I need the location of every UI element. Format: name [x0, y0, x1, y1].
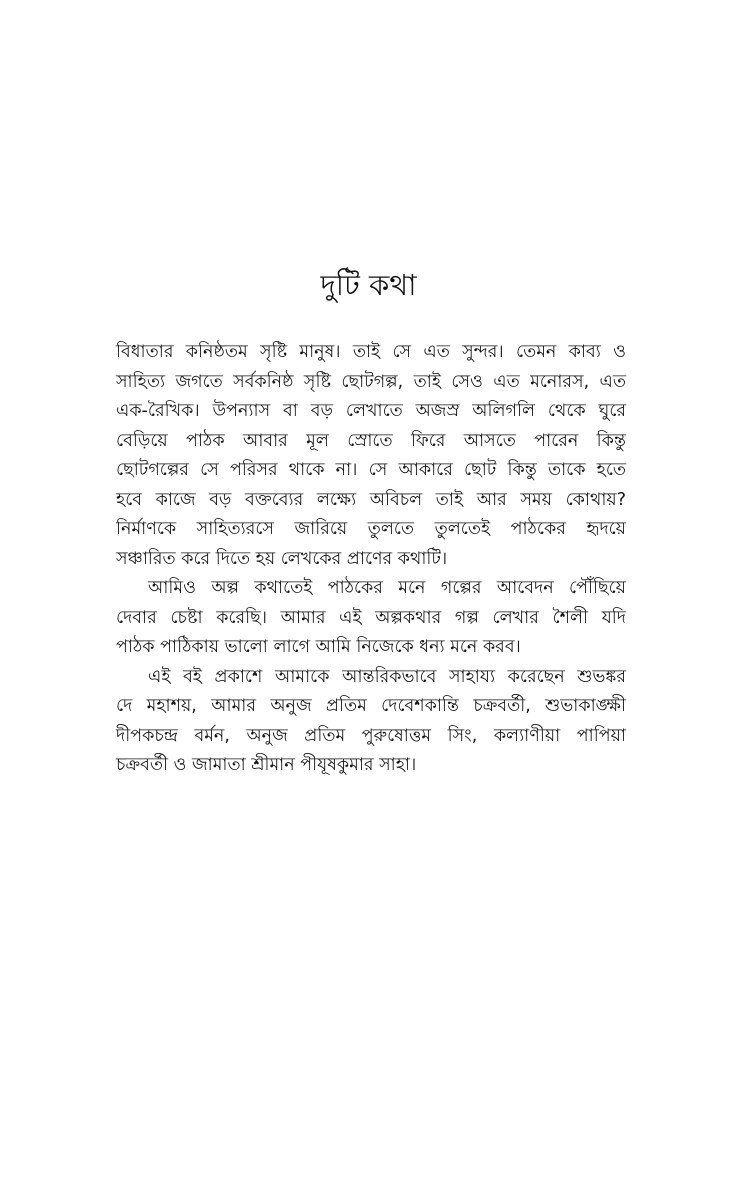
paragraph-1 [116, 338, 626, 574]
text-line: বেড়িয়ে পাঠক আবার মূল স্রোতে ফিরে আসতে পারেন কিন্তু [116, 430, 626, 451]
text-line: এই বই প্রকাশে আমাকে আন্তরিকভাবে সাহায্য করেছেন শুভঙ্কর [148, 666, 626, 687]
text-line: দীপকচন্দ্র বর্মন, অনুজ প্রতিম পুরুষোত্তম সিং, কল্যাণীয়া পাপিয়া [116, 725, 626, 746]
paragraph-3 [116, 663, 626, 781]
paragraph-2 [116, 574, 626, 663]
text-line: হবে কাজে বড় বক্তব্যের লক্ষ্যে অবিচল তাই আর সময় কোথায়? [116, 489, 626, 510]
text-line: চক্রবর্তী ও জামাতা শ্রীমান পীযূষকুমার সাহা। [116, 755, 417, 775]
text-line: সাহিত্য জগতে সর্বকনিষ্ঠ সৃষ্টি ছোটগল্প, তাই সেও এত মনোরস, এত [116, 371, 626, 392]
text-line: দেবার চেষ্টা করেছি। আমার এই অল্পকথার গল্প লেখার শৈলী যদি [116, 607, 626, 628]
page-title: দুটি কথা [320, 268, 417, 302]
text-line: পাঠক পাঠিকায় ভালো লাগে আমি নিজেকে ধন্য মনে করব। [116, 637, 521, 657]
text-line: আমিও অল্প কথাতেই পাঠকের মনে গল্পের আবেদন পৌঁছিয়ে [148, 578, 626, 598]
text-line: দে মহাশয়, আমার অনুজ প্রতিম দেবেশকান্তি চক্রবর্তী, শুভাকাঙ্ক্ষী [116, 696, 626, 716]
preface-body [116, 338, 626, 781]
text-line: এক-রৈখিক। উপন্যাস বা বড় লেখাতে অজস্র অলিগলি থেকে ঘুরে [116, 401, 626, 421]
text-line: নির্মাণকে সাহিত্যরসে জারিয়ে তুলতে তুলতেই পাঠকের হৃদয়ে [116, 519, 626, 539]
text-line: ছোটগল্পের সে পরিসর থাকে না। সে আকারে ছোট কিন্তু তাকে হতে [116, 460, 626, 480]
text-line: বিধাতার কনিষ্ঠতম সৃষ্টি মানুষ। তাই সে এত সুন্দর। তেমন কাব্য ও [116, 342, 626, 362]
text-line: সঞ্চারিত করে দিতে হয় লেখকের প্রাণের কথাটি। [116, 548, 448, 569]
